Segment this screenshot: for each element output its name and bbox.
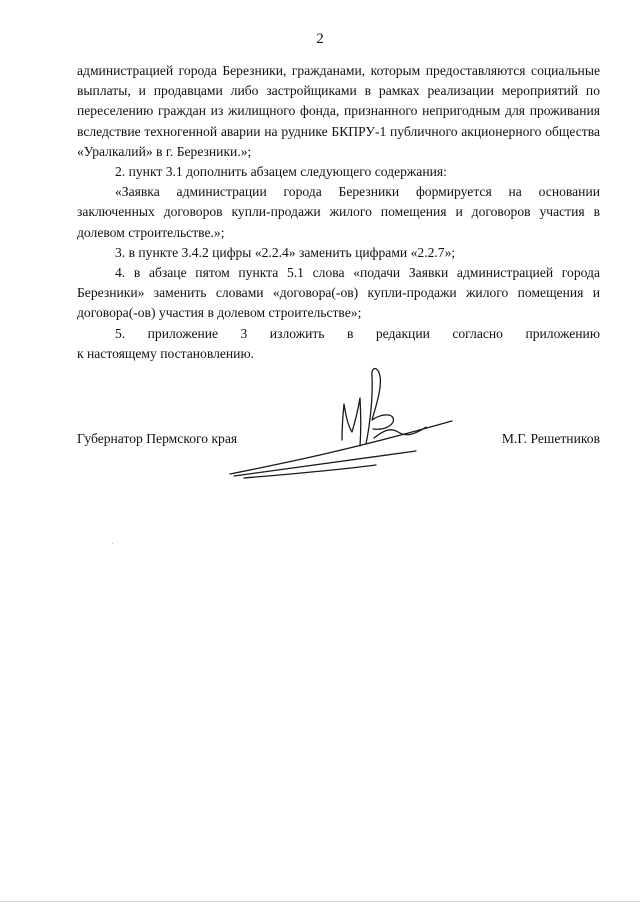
paragraph-item-4: 4. в абзаце пятом пункта 5.1 слова «подачи Заявки администрацией города Березники» заменить словами «договора(-ов) купли-продажи жилого помещения и договора(-ов) участия в долевом строительстве»; [77, 265, 600, 321]
paragraph-item-3: 3. в пункте 3.4.2 цифры «2.2.4» заменить цифрами «2.2.7»; [115, 244, 456, 260]
scan-speck [112, 543, 113, 544]
paragraph-item-5-line-1: 5. приложение 3 изложить в редакции согласно приложению [115, 325, 600, 341]
paragraph-continuation: администрацией города Березники, гражданами, которым предоставляются социальные выплаты, и продавцами либо застройщиками в рамках реализации мероприятий по переселению граждан из жилищного фонда, признанного непригодным для проживания вследствие техногенной аварии на руднике БКПРУ-1 публичного акционерного общества «Уралкалий» в г. Березники.»; [77, 63, 600, 159]
paragraph-quoted-addition: «Заявка администрации города Березники формируется на основании заключенных договоров купли-продажи жилого помещения и договоров участия в долевом строительстве.»; [77, 184, 600, 240]
page-number: 2 [316, 31, 324, 47]
document-body [77, 61, 600, 364]
paragraph-item-2: 2. пункт 3.1 дополнить абзацем следующего содержания: [115, 164, 447, 180]
page-bottom-edge [0, 901, 640, 902]
paragraph-item-5-line-2: к настоящему постановлению. [77, 345, 255, 361]
handwritten-signature [220, 362, 480, 482]
signer-name: М.Г. Решетников [501, 431, 600, 446]
signer-position: Губернатор Пермского края [77, 431, 238, 446]
